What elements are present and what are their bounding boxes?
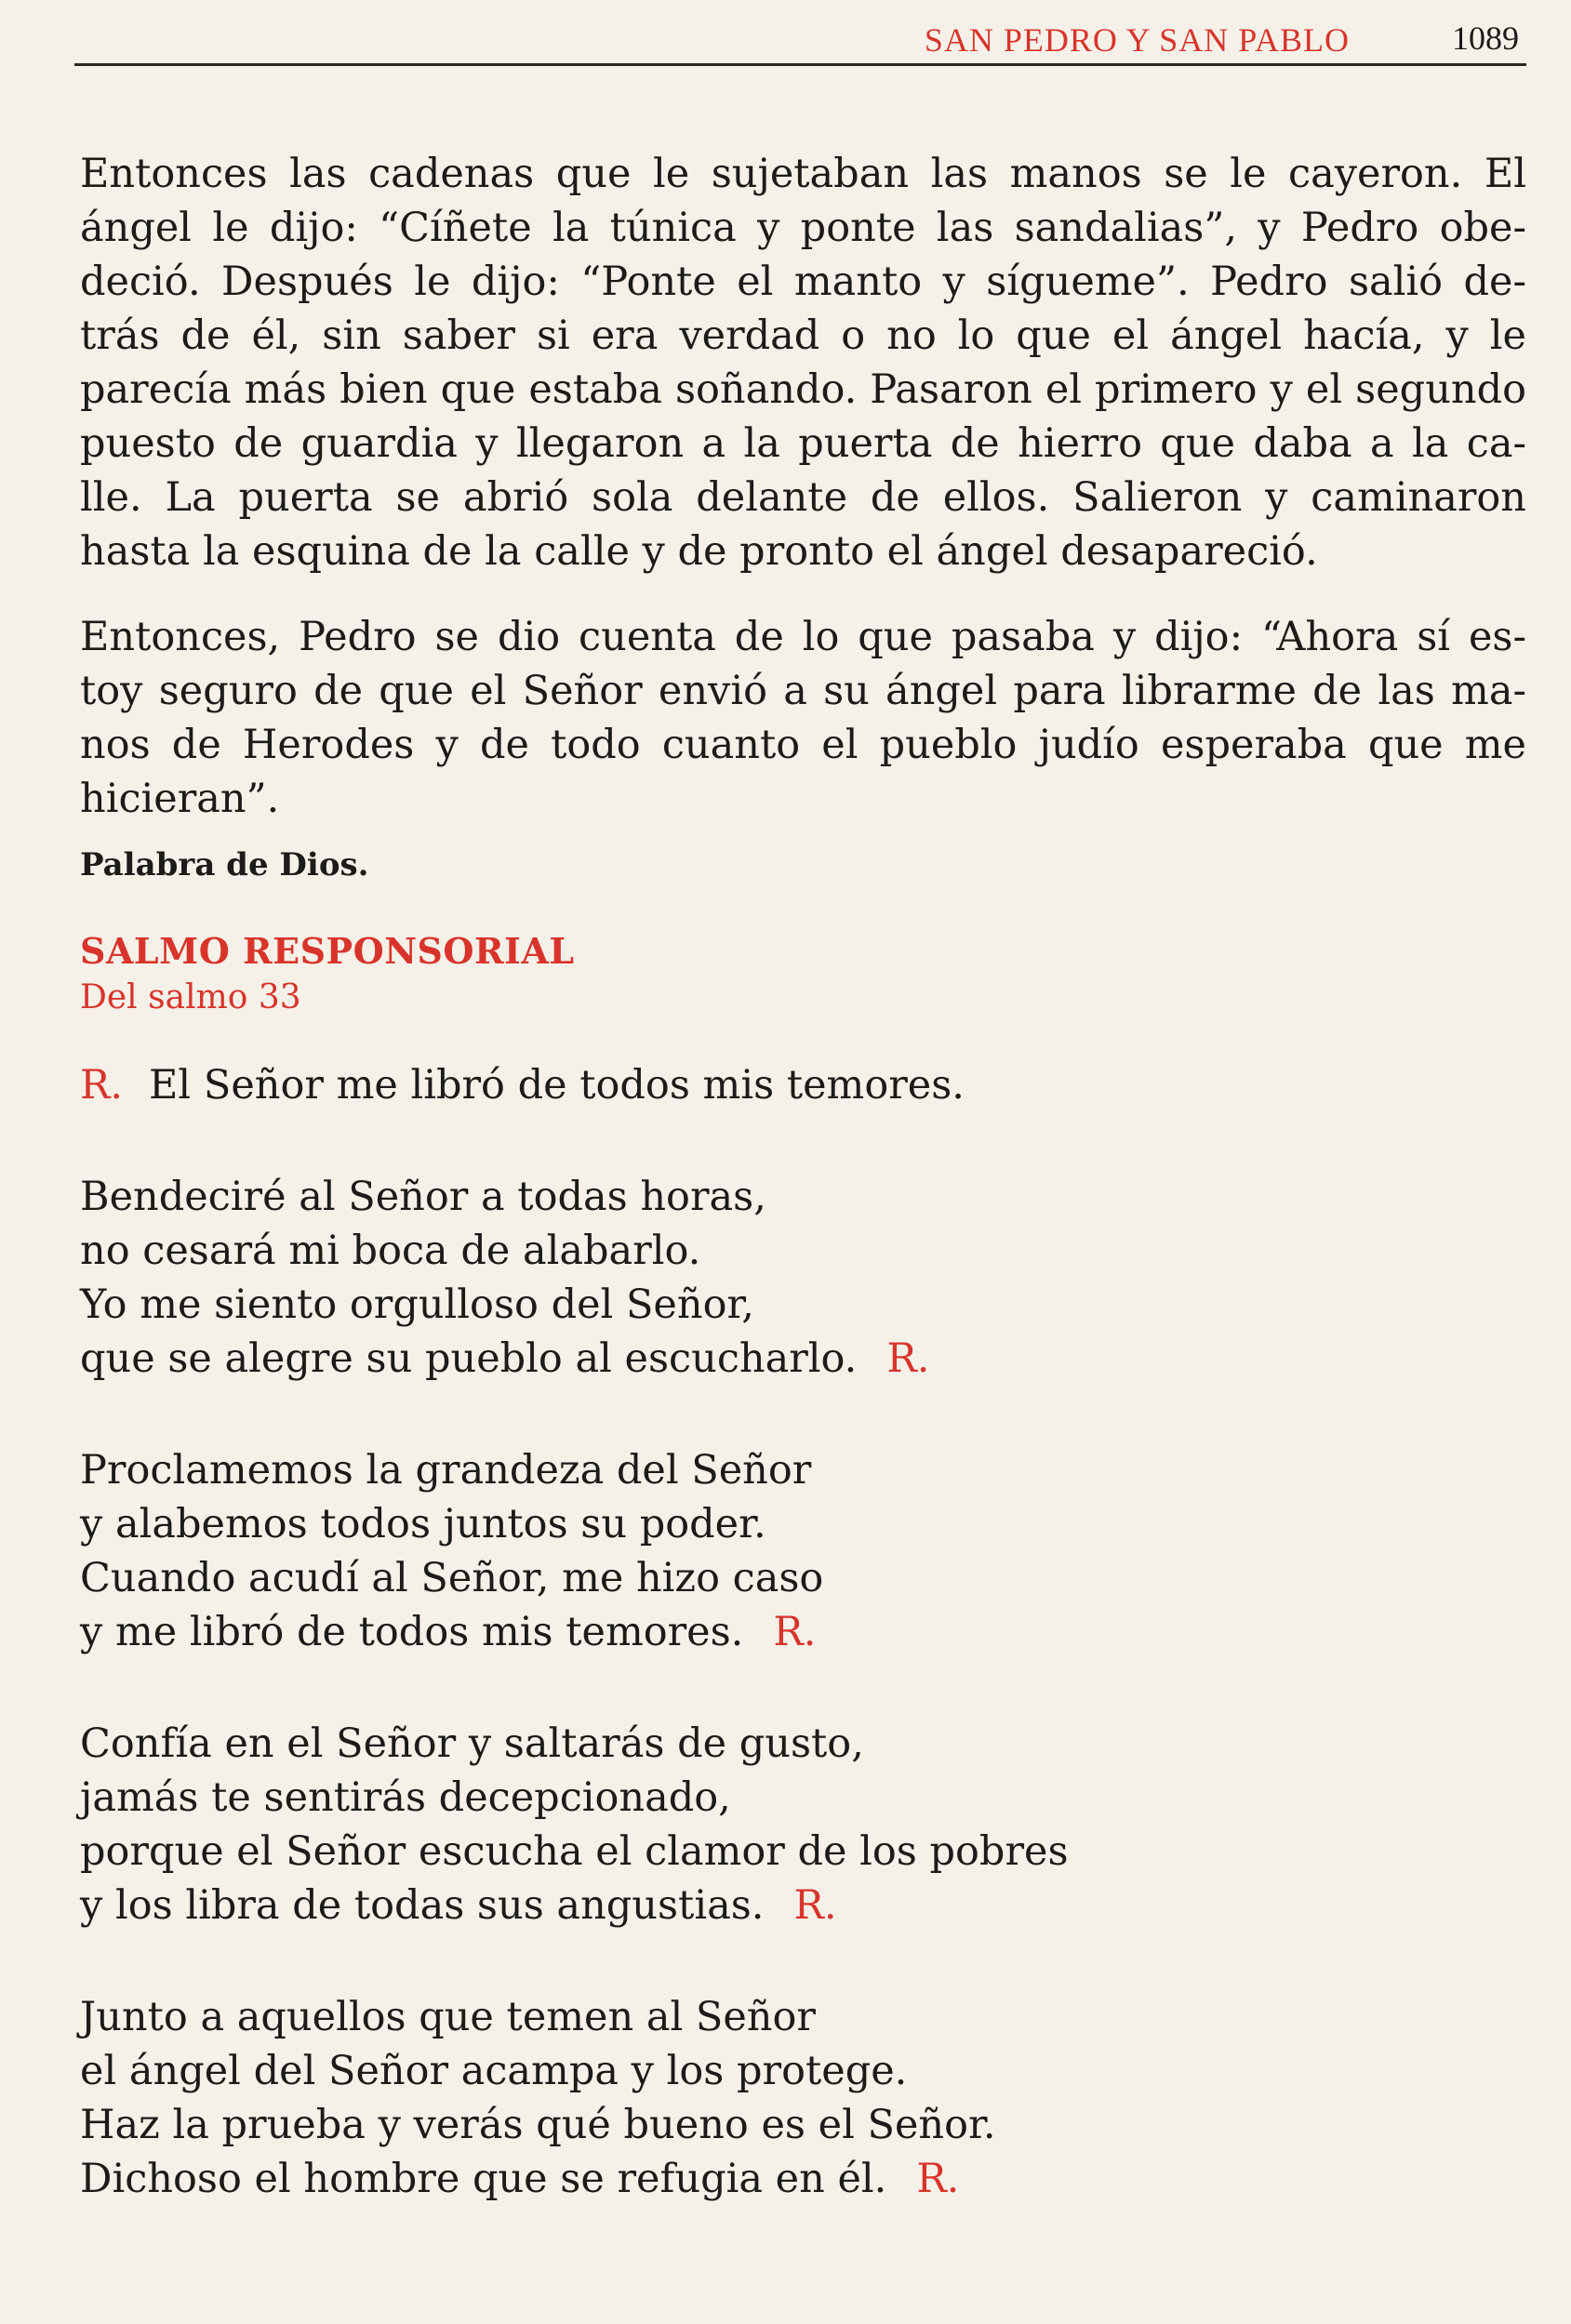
- verse-text: Dichoso el hombre que se refugia en él.: [80, 2156, 887, 2202]
- verse-line: jamás te sentirás decepcionado,: [80, 1774, 731, 1821]
- verse-text: y los libra de todas sus angustias.: [80, 1882, 765, 1929]
- verse-text: que se alegre su pueblo al escucharlo.: [80, 1335, 858, 1382]
- verse-line: Proclamemos la grandeza del Señor: [80, 1447, 812, 1494]
- verse-line: Haz la prueba y verás qué bueno es el Señor.: [80, 2102, 996, 2148]
- psalm-stanza-2: [80, 1443, 1526, 1659]
- verse-line-final: [80, 1879, 1526, 1932]
- psalm-stanza-1: [80, 1170, 1526, 1386]
- response-mark: R.: [886, 1335, 930, 1382]
- verse-line-final: [80, 2152, 1526, 2206]
- verse-line: Confía en el Señor y saltarás de gusto,: [80, 1720, 864, 1767]
- psalm-response: [80, 1058, 1526, 1112]
- verse-line: Junto a aquellos que temen al Señor: [80, 1994, 816, 2040]
- reading-paragraph-1: [80, 147, 1526, 578]
- response-mark: R.: [916, 2156, 960, 2202]
- verse-line: Bendeciré al Señor a todas horas,: [80, 1174, 766, 1220]
- response-mark: R.: [773, 1609, 817, 1655]
- psalm-source: Del salmo 33: [80, 978, 301, 1016]
- text-line: deció. Después le dijo: “Ponte el manto y sígueme”. Pedro salió de-: [80, 259, 1526, 305]
- verse-line: el ángel del Señor acampa y los protege.: [80, 2048, 908, 2094]
- response-mark: R.: [793, 1882, 837, 1929]
- text-line: trás de él, sin saber si era verdad o no lo que el ángel hacía, y le: [80, 312, 1526, 359]
- reading-paragraph-2: [80, 610, 1526, 826]
- text-line: puesto de guardia y llegaron a la puerta de hierro que daba a la ca-: [80, 420, 1526, 467]
- text-line: parecía más bien que estaba soñando. Pasaron el primero y el segundo: [80, 366, 1526, 413]
- page-number: 1089: [1452, 20, 1519, 57]
- verse-line-final: [80, 1332, 1526, 1386]
- psalm-title: SALMO RESPONSORIAL: [80, 930, 575, 972]
- verse-line: no cesará mi boca de alabarlo.: [80, 1228, 701, 1274]
- verse-line: Yo me siento orgulloso del Señor,: [80, 1282, 754, 1328]
- text-line: toy seguro de que el Señor envió a su ángel para librarme de las ma-: [80, 668, 1526, 714]
- text-line: hasta la esquina de la calle y de pronto el ángel desapareció.: [80, 528, 1318, 575]
- response-mark: R.: [80, 1062, 124, 1109]
- text-line: Entonces las cadenas que le sujetaban las manos se le cayeron. El: [80, 151, 1526, 197]
- running-header: [74, 9, 1526, 66]
- closing-formula: Palabra de Dios.: [80, 846, 369, 883]
- text-line: ángel le dijo: “Cíñete la túnica y ponte las sandalias”, y Pedro obe-: [80, 205, 1526, 251]
- text-line: nos de Herodes y de todo cuanto el pueblo judío esperaba que me: [80, 722, 1526, 768]
- psalm-stanza-4: [80, 1990, 1526, 2206]
- verse-line-final: [80, 1605, 1526, 1659]
- text-line: hicieran”.: [80, 776, 280, 822]
- page-content: [80, 139, 1526, 2206]
- psalm-stanza-3: [80, 1717, 1526, 1932]
- running-header-title: SAN PEDRO Y SAN PABLO: [924, 21, 1350, 59]
- verse-line: Cuando acudí al Señor, me hizo caso: [80, 1555, 824, 1601]
- verse-text: y me libró de todos mis temores.: [80, 1609, 744, 1655]
- text-line: Entonces, Pedro se dio cuenta de lo que pasaba y dijo: “Ahora sí es-: [80, 614, 1526, 660]
- response-text: El Señor me libró de todos mis temores.: [149, 1062, 965, 1109]
- text-line: lle. La puerta se abrió sola delante de ellos. Salieron y caminaron: [80, 474, 1526, 521]
- verse-line: porque el Señor escucha el clamor de los pobres: [80, 1828, 1069, 1875]
- verse-line: y alabemos todos juntos su poder.: [80, 1501, 766, 1547]
